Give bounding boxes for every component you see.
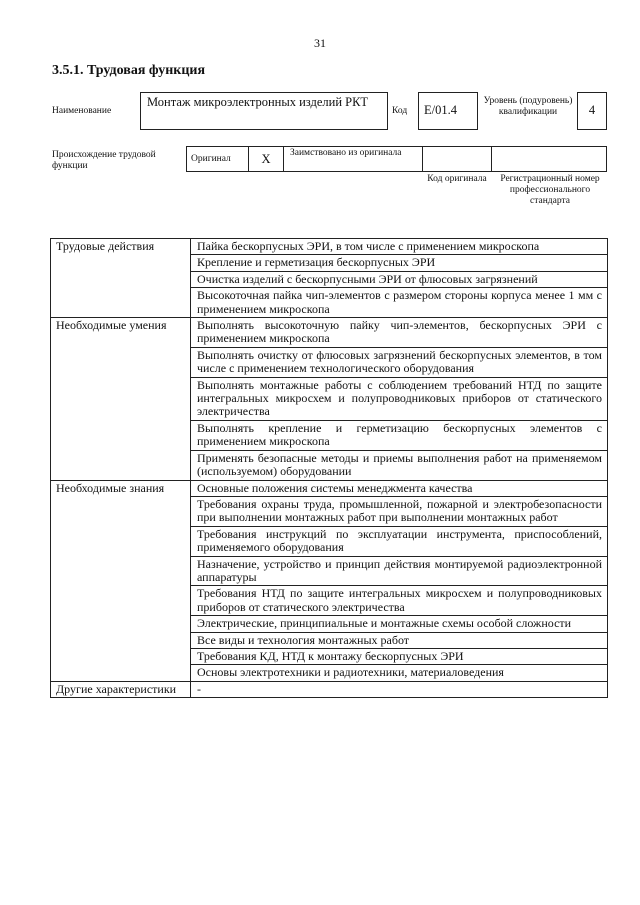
item-cell: Выполнять очистку от флюсовых загрязнений бескорпусных элементов, в том числе с применением технологического оборудования [191, 347, 608, 377]
code-caption: Код оригинала [427, 174, 487, 184]
item-cell: Электрические, принципиальные и монтажные схемы особой сложности [191, 616, 608, 632]
category-cell: Необходимые умения [51, 318, 191, 480]
item-cell: Выполнять высокоточную пайку чип-элементов, бескорпусных ЭРИ с применением микроскопа [191, 318, 608, 348]
category-cell: Трудовые действия [51, 239, 191, 318]
item-cell: - [191, 681, 608, 697]
item-cell: Требования НТД по защите интегральных микросхем и полупроводниковых приборов от статического электричества [191, 586, 608, 616]
category-cell: Другие характеристики [51, 681, 191, 697]
table-row [51, 480, 608, 496]
item-cell: Назначение, устройство и принцип действия монтируемой радиоэлектронной аппаратуры [191, 556, 608, 586]
borrowed-label: Заимствовано из оригинала [283, 146, 423, 172]
item-cell: Выполнять монтажные работы с соблюдением требований НТД по защите интегральных микросхем и полупроводниковых приборов от статического электричества [191, 377, 608, 420]
page-number: 31 [314, 36, 326, 50]
table-row [51, 681, 608, 697]
code-value: E/01.4 [418, 92, 478, 130]
item-cell: Пайка бескорпусных ЭРИ, в том числе с применением микроскопа [191, 239, 608, 255]
item-cell: Крепление и герметизация бескорпусных ЭРИ [191, 255, 608, 271]
section-title: 3.5.1. Трудовая функция [52, 63, 206, 78]
item-cell: Очистка изделий с бескорпусными ЭРИ от флюсовых загрязнений [191, 271, 608, 287]
name-label: Наименование [52, 106, 112, 116]
labor-function-table [50, 238, 608, 698]
level-value: 4 [577, 92, 607, 130]
item-cell: Основные положения системы менеджмента качества [191, 480, 608, 496]
original-mark: X [248, 146, 284, 172]
item-cell: Основы электротехники и радиотехники, материаловедения [191, 665, 608, 681]
level-label: Уровень (подуровень) квалификации [483, 96, 573, 117]
category-cell: Необходимые знания [51, 480, 191, 681]
registration-caption: Регистрационный номер профессионального стандарта [500, 174, 600, 206]
item-cell: Требования инструкций по эксплуатации инструмента, приспособлений, применяемого оборудования [191, 526, 608, 556]
origin-code-cell [422, 146, 492, 172]
item-cell: Высокоточная пайка чип-элементов с размером стороны корпуса менее 1 мм с применением микроскопа [191, 288, 608, 318]
original-label: Оригинал [186, 146, 249, 172]
item-cell: Все виды и технология монтажных работ [191, 632, 608, 648]
registration-number-cell [491, 146, 607, 172]
item-cell: Выполнять крепление и герметизацию бескорпусных элементов с применением микроскопа [191, 420, 608, 450]
item-cell: Требования охраны труда, промышленной, пожарной и электробезопасности при выполнении монтажных работ при выполнении монтажных работ [191, 496, 608, 526]
code-label: Код [392, 106, 408, 116]
item-cell: Применять безопасные методы и приемы выполнения работ на применяемом (используемом) оборудовании [191, 450, 608, 480]
origin-label: Происхождение трудовой функции [52, 150, 156, 171]
item-cell: Требования КД, НТД к монтажу бескорпусных ЭРИ [191, 648, 608, 664]
table-row [51, 318, 608, 348]
table-row [51, 239, 608, 255]
name-value: Монтаж микроэлектронных изделий РКТ [140, 92, 388, 130]
